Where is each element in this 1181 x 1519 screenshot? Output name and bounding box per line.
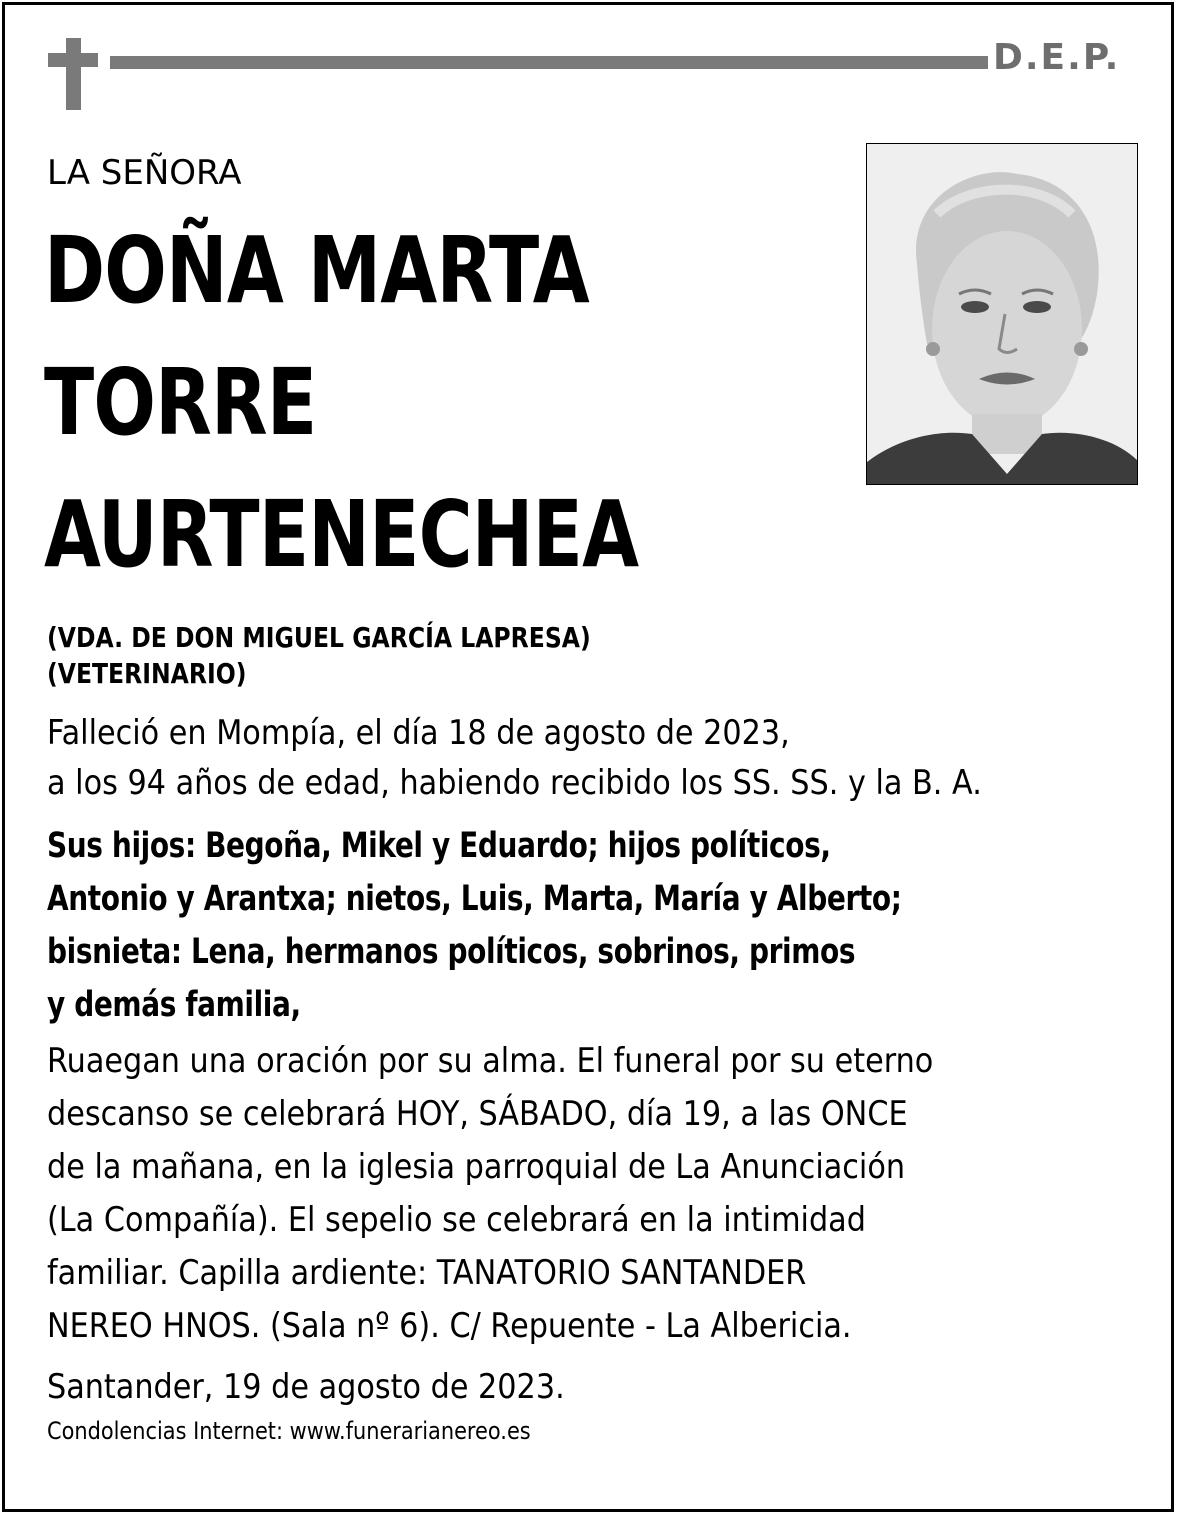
funeral-line-2: descanso se celebrará HOY, SÁBADO, día 19, a las ONCE — [47, 1094, 908, 1134]
funeral-line-5: familiar. Capilla ardiente: TANATORIO SANTANDER — [47, 1253, 807, 1293]
condolences-line: Condolencias Internet: www.funerarianereo.es — [47, 1417, 531, 1445]
header-rule — [110, 56, 988, 69]
deceased-name-line-3: AURTENECHEA — [44, 481, 639, 588]
funeral-line-6: NEREO HNOS. (Sala nº 6). C/ Repuente - La Albericia. — [47, 1306, 852, 1346]
profession-note: (VETERINARIO) — [47, 657, 247, 690]
widow-note: (VDA. DE DON MIGUEL GARCÍA LAPRESA) — [47, 621, 591, 654]
family-line-2: Antonio y Arantxa; nietos, Luis, Marta, María y Alberto; — [47, 879, 902, 919]
death-line-1: Falleció en Mompía, el día 18 de agosto de 2023, — [47, 713, 790, 753]
family-line-1: Sus hijos: Begoña, Mikel y Eduardo; hijos políticos, — [47, 826, 831, 866]
death-line-2: a los 94 años de edad, habiendo recibido los SS. SS. y la B. A. — [47, 763, 982, 803]
family-line-3: bisnieta: Lena, hermanos políticos, sobrinos, primos — [47, 932, 856, 972]
funeral-line-3: de la mañana, en la iglesia parroquial de La Anunciación — [47, 1147, 906, 1187]
funeral-line-4: (La Compañía). El sepelio se celebrará en la intimidad — [47, 1200, 866, 1240]
family-line-4: y demás familia, — [47, 985, 301, 1025]
portrait-photo — [866, 143, 1138, 485]
honorific-title: LA SEÑORA — [47, 153, 242, 193]
cross-icon-bar — [48, 53, 98, 67]
deceased-name-line-2: TORRE — [44, 349, 317, 456]
dep-label: D.E.P. — [993, 37, 1121, 78]
place-date-line: Santander, 19 de agosto de 2023. — [47, 1367, 565, 1407]
funeral-line-1: Ruaegan una oración por su alma. El funeral por su eterno — [47, 1041, 934, 1081]
cross-icon — [66, 38, 81, 110]
deceased-name-line-1: DOÑA MARTA — [44, 217, 589, 324]
